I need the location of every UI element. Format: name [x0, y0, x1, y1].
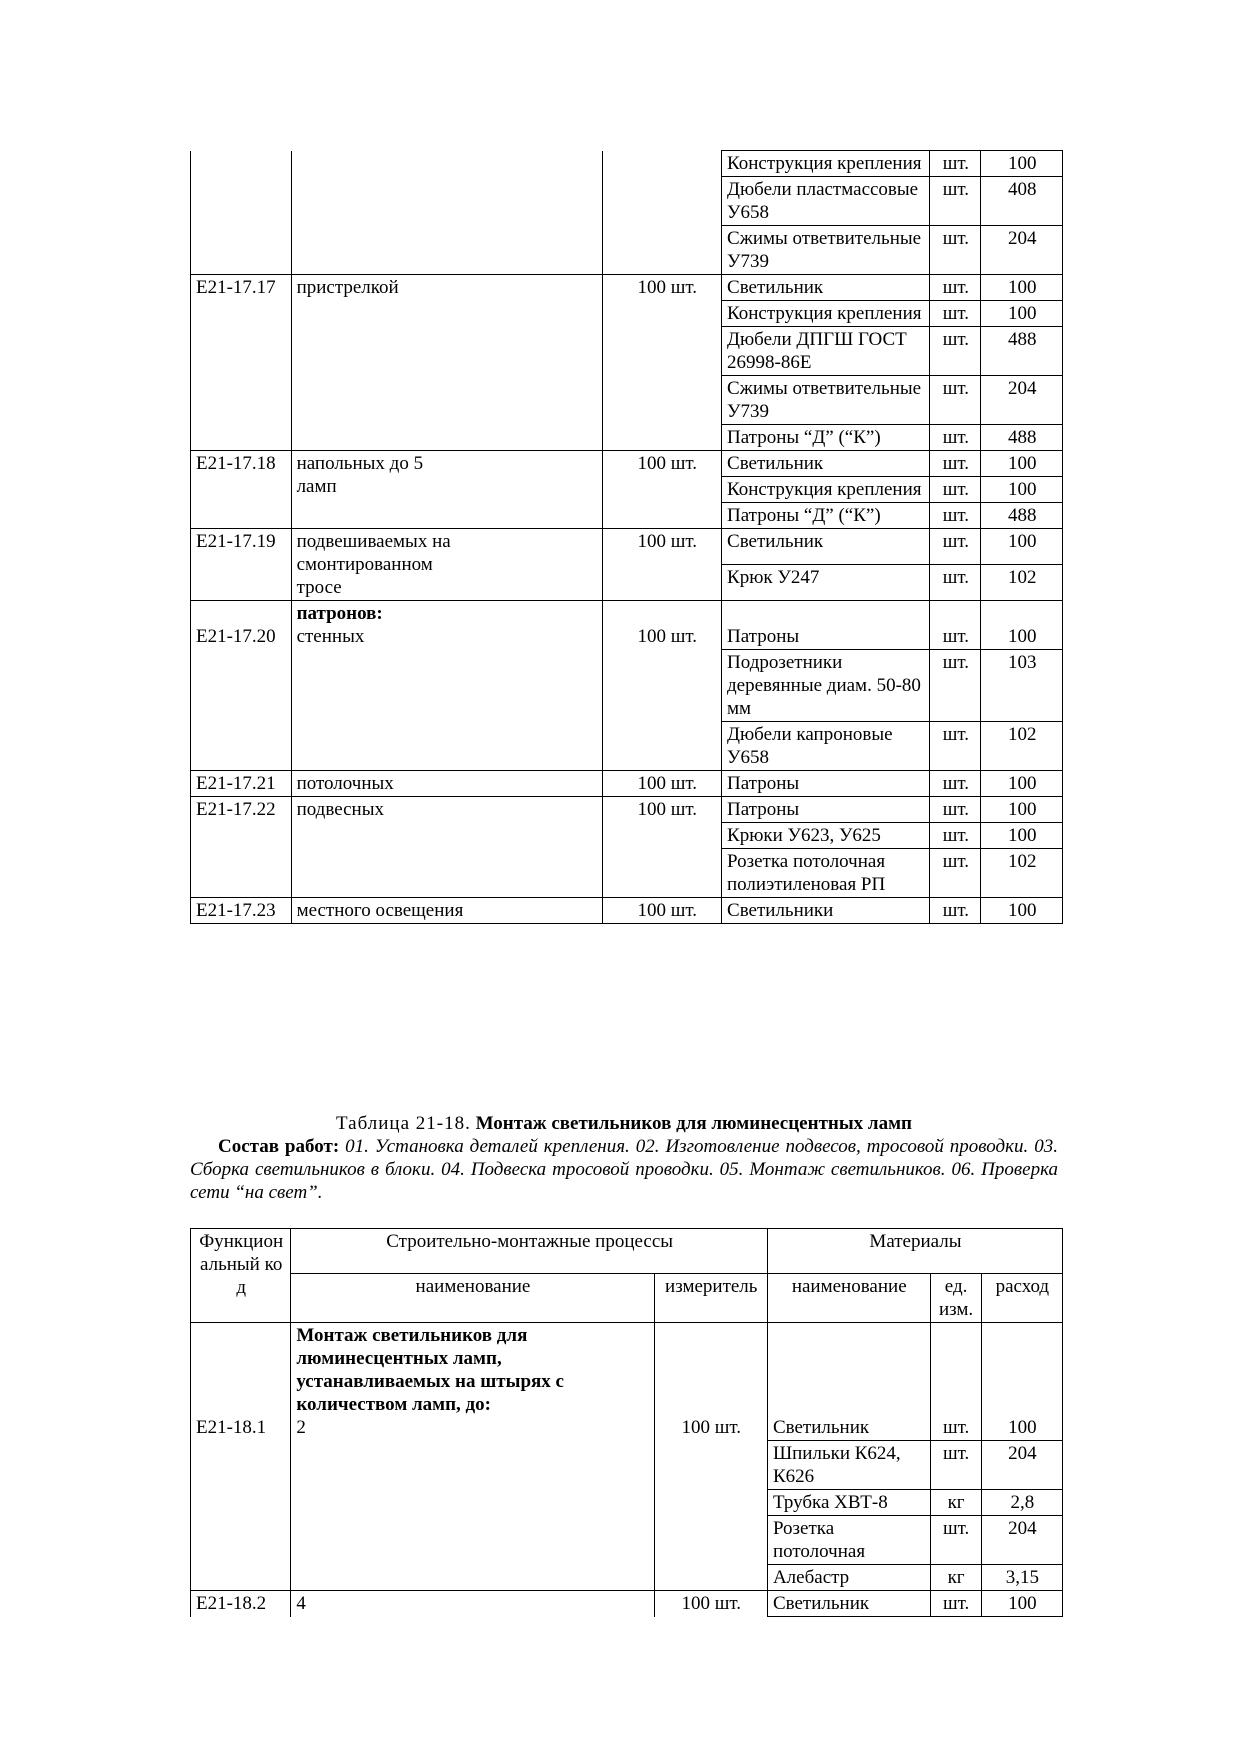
material-unit: шт.: [930, 722, 981, 771]
unit-cell: [603, 601, 722, 771]
material-name: [767, 1323, 930, 1441]
header-func-code: Функцион альный код: [191, 1229, 291, 1323]
material-name: Конструкция крепления: [722, 151, 930, 177]
material-qty: 102: [981, 565, 1063, 601]
material-unit: шт.: [930, 1441, 981, 1490]
code-cell: Е21-17.18: [191, 451, 292, 529]
material-unit: шт.: [930, 771, 981, 797]
material-qty: 103: [981, 650, 1063, 722]
material-unit: [930, 1323, 981, 1441]
section-heading: патронов:: [296, 603, 383, 624]
table-21-18: [190, 1228, 1063, 1617]
material-qty: 100: [981, 1591, 1062, 1617]
material-qty: 204: [981, 1516, 1062, 1565]
material-qty: 100: [981, 477, 1063, 503]
material-name: [767, 1516, 930, 1565]
material-unit: шт.: [930, 1591, 981, 1617]
material-name: Патроны: [722, 771, 930, 797]
material-qty: 204: [981, 376, 1063, 425]
material-name: Дюбели капроновые У658: [722, 722, 930, 771]
code-cell: [191, 1323, 291, 1591]
material-unit: шт.: [930, 151, 981, 177]
material-name: Светильник: [767, 1591, 930, 1617]
unit-text: 100 шт.: [637, 626, 698, 647]
material-unit: шт.: [930, 451, 981, 477]
unit-cell: 100 шт.: [603, 451, 722, 529]
code-cell: Е21-17.23: [191, 898, 292, 924]
material-unit: шт.: [930, 797, 981, 823]
code-cell: Е21-17.19: [191, 529, 292, 601]
table-row: [191, 151, 1063, 177]
material-qty: 204: [981, 226, 1063, 275]
table-row: [191, 1591, 1063, 1617]
code-cell: Е21-17.17: [191, 275, 292, 451]
material-qty: [981, 601, 1063, 650]
name-cell: пристрелкой: [291, 275, 603, 451]
material-qty: 488: [981, 425, 1063, 451]
material-unit: кг: [930, 1490, 981, 1516]
material-qty: 488: [981, 503, 1063, 529]
section-heading: Монтаж светильников для люминесцентных ламп, устанавливаемых на штырях с количеством ламп, до:: [296, 1325, 564, 1415]
name-cell: [291, 1323, 654, 1591]
name-cell: [291, 529, 603, 601]
material-unit: кг: [930, 1565, 981, 1591]
code-cell: [191, 151, 292, 275]
code-cell: Е21-17.21: [191, 771, 292, 797]
material-unit: шт.: [930, 650, 981, 722]
material-name: Светильники: [722, 898, 930, 924]
material-unit: шт.: [930, 823, 981, 849]
material-unit: шт.: [930, 376, 981, 425]
header-proc-name: наименование: [291, 1274, 654, 1323]
name-cell: местного освещения: [291, 898, 603, 924]
unit-cell: 100 шт.: [603, 771, 722, 797]
name-cell: потолочных: [291, 771, 603, 797]
unit-cell: 100 шт.: [603, 898, 722, 924]
material-name: Шпильки К624, К626: [767, 1441, 930, 1490]
material-unit: [930, 601, 981, 650]
material-name: Крюк У247: [722, 565, 930, 601]
caption-label: Таблица 21-18.: [336, 1113, 471, 1134]
material-qty: 3,15: [981, 1565, 1062, 1591]
material-qty: 100: [981, 898, 1063, 924]
continuation-table: [190, 150, 1063, 924]
code-cell: Е21-18.2: [191, 1591, 291, 1617]
material-name: Розетка потолочная полиэтиленовая РП: [722, 849, 930, 898]
unit-cell: 100 шт.: [654, 1591, 767, 1617]
work-composition-text: 01. Установка деталей крепления. 02. Изготовление подвесов, тросовой проводки. 03. Сборка светильников в блоки. 04. Подвеска тросовой проводки. 05. Монтаж светильников. 06. Проверка сети “на свет”.: [190, 1136, 1058, 1203]
material-qty: 100: [981, 823, 1063, 849]
material-qty: 100: [981, 275, 1063, 301]
code-text: Е21-17.20: [196, 626, 276, 647]
header-processes: Строительно-монтажные процессы: [291, 1229, 768, 1274]
name-cell: 4: [291, 1591, 654, 1617]
material-unit-text: шт.: [942, 626, 969, 647]
material-qty: 100: [981, 151, 1063, 177]
material-name-text: Светильник: [772, 1417, 870, 1438]
material-name: Патроны “Д” (“К”): [722, 425, 930, 451]
material-name: [722, 601, 930, 650]
material-name: Светильник: [722, 529, 930, 565]
material-unit: шт.: [930, 177, 981, 226]
work-composition-label: Состав работ:: [218, 1136, 340, 1157]
name-text: напольных до 5 ламп: [296, 453, 424, 497]
material-name: Трубка ХВТ-8: [767, 1490, 930, 1516]
table-row: [191, 797, 1063, 823]
material-unit: шт.: [930, 425, 981, 451]
work-composition: [190, 1135, 1058, 1204]
material-name: Сжимы ответвительные У739: [722, 376, 930, 425]
unit-cell: 100 шт.: [603, 529, 722, 601]
name-cell: подвесных: [291, 797, 603, 898]
unit-cell: 100 шт.: [603, 275, 722, 451]
header-mat-name: наименование: [767, 1274, 930, 1323]
header-consumption: расход: [981, 1274, 1062, 1323]
table-row: [191, 1323, 1063, 1441]
material-unit: шт.: [930, 849, 981, 898]
header-row: [191, 1229, 1063, 1274]
header-materials: Материалы: [767, 1229, 1062, 1274]
material-unit: шт.: [930, 275, 981, 301]
material-unit: шт.: [930, 327, 981, 376]
material-qty: 2,8: [981, 1490, 1062, 1516]
material-qty: 408: [981, 177, 1063, 226]
material-qty: 100: [981, 797, 1063, 823]
material-name-text: Розетка потолочная: [772, 1518, 866, 1562]
header-mat-unit: ед. изм.: [930, 1274, 981, 1323]
table-row: [191, 771, 1063, 797]
material-unit-text: шт.: [942, 1417, 970, 1438]
table-caption: [190, 1112, 1058, 1135]
material-unit: шт.: [930, 503, 981, 529]
name-cell: [291, 601, 603, 771]
material-qty: [981, 1323, 1062, 1441]
unit-text: 100 шт.: [681, 1417, 742, 1438]
unit-cell: 100 шт.: [603, 797, 722, 898]
code-text: Е21-18.1: [196, 1417, 267, 1438]
material-name: Конструкция крепления: [722, 301, 930, 327]
material-name: Алебастр: [767, 1565, 930, 1591]
unit-cell: [654, 1323, 767, 1591]
material-name: Светильник: [722, 451, 930, 477]
material-unit: шт.: [930, 529, 981, 565]
material-name: Крюки У623, У625: [722, 823, 930, 849]
material-qty-text: 100: [1008, 1417, 1037, 1438]
header-meter: измеритель: [654, 1274, 767, 1323]
table-row: [191, 601, 1063, 650]
material-qty: 102: [981, 849, 1063, 898]
material-unit: шт.: [930, 1516, 981, 1565]
name-text: 2: [296, 1417, 306, 1438]
name-cell: [291, 451, 603, 529]
material-qty: 102: [981, 722, 1063, 771]
material-name: Светильник: [722, 275, 930, 301]
material-name: Сжимы ответвительные У739: [722, 226, 930, 275]
table-row: [191, 451, 1063, 477]
material-qty: 488: [981, 327, 1063, 376]
material-qty-text: 100: [1007, 626, 1037, 647]
material-unit: шт.: [930, 226, 981, 275]
material-qty: 100: [981, 301, 1063, 327]
name-cell: [291, 151, 603, 275]
header-row: [191, 1274, 1063, 1323]
material-qty: 100: [981, 771, 1063, 797]
material-qty: 100: [981, 451, 1063, 477]
name-text: стенных: [296, 626, 365, 647]
code-cell: [191, 601, 292, 771]
material-name: Патроны: [722, 797, 930, 823]
material-name: Конструкция крепления: [722, 477, 930, 503]
material-name: Дюбели пластмассовые У658: [722, 177, 930, 226]
unit-cell: [603, 151, 722, 275]
table-row: [191, 898, 1063, 924]
material-name-text: Патроны: [727, 626, 800, 647]
material-unit: шт.: [930, 301, 981, 327]
material-qty: 204: [981, 1441, 1062, 1490]
code-cell: Е21-17.22: [191, 797, 292, 898]
material-qty: 100: [981, 529, 1063, 565]
material-unit: шт.: [930, 898, 981, 924]
material-unit: шт.: [930, 565, 981, 601]
material-name: Подрозетники деревянные диам. 50-80 мм: [722, 650, 930, 722]
name-text: подвешиваемых на смонтированном тросе: [296, 531, 451, 598]
material-name: Патроны “Д” (“К”): [722, 503, 930, 529]
table-row: [191, 275, 1063, 301]
caption-title: Монтаж светильников для люминесцентных ламп: [475, 1113, 912, 1134]
material-name: Дюбели ДПГШ ГОСТ 26998-86Е: [722, 327, 930, 376]
table-row: [191, 529, 1063, 565]
material-unit: шт.: [930, 477, 981, 503]
